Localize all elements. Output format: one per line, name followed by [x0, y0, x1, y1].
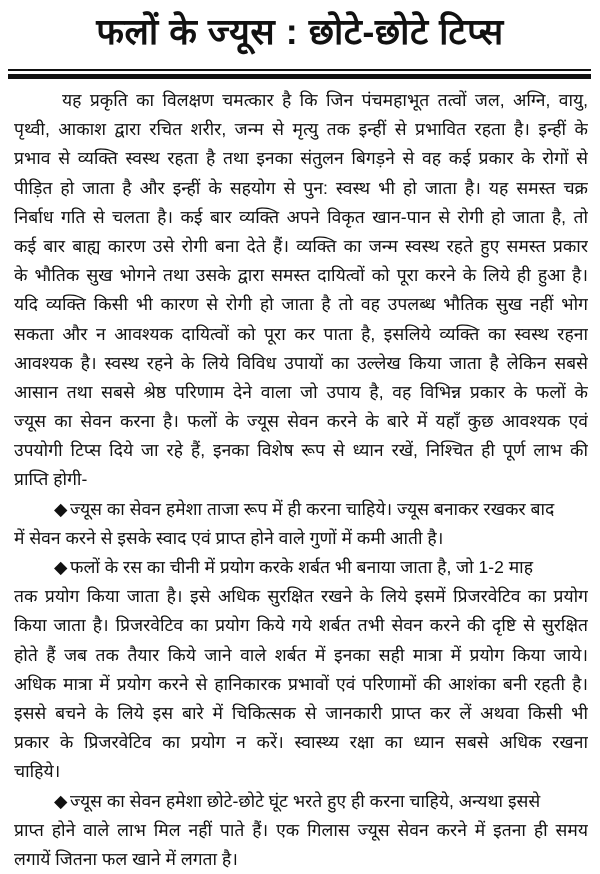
diamond-bullet-icon: ◆	[54, 495, 70, 524]
tip-line: तक प्रयोग किया जाता है। इसे अधिक सुरक्षित रखने के लिये इसमें प्रिजरवेटिव का प्रयोग	[14, 582, 588, 611]
paragraph-line: पीड़ित हो जाता है और इन्हीं के सहयोग से पुन: स्वस्थ भी हो जाता है। यह समस्त चक्र	[14, 174, 588, 203]
tip-item	[14, 787, 588, 874]
paragraph-line: उपयोगी टिप्स दिये जा रहे हैं, इनका विशेष रूप से ध्यान रखें, निश्चित ही पूर्ण लाभ की	[14, 436, 588, 465]
tip-line: इससे बचने के लिये इस बारे में चिकित्सक से जानकारी प्राप्त कर लें अथवा किसी भी	[14, 699, 588, 728]
tip-line	[14, 495, 588, 524]
paragraph-line: यदि व्यक्ति किसी भी कारण से रोगी हो जाता है तो वह उपलब्ध भौतिक सुख नहीं भोग	[14, 290, 588, 319]
tip-line	[14, 787, 588, 816]
tip-line: चाहिये।	[14, 757, 588, 786]
paragraph-line: कई बार बाह्य कारण उसे रोगी बना देते हैं। व्यक्ति का जन्म स्वस्थ रहते हुए समस्त प्रकार	[14, 232, 588, 261]
tip-text: ज्यूस का सेवन हमेशा ताजा रूप में ही करना चाहिये। ज्यूस बनाकर रखकर बाद	[70, 499, 554, 519]
article-body	[14, 86, 588, 874]
paragraph-line: प्राप्ति होगी-	[14, 465, 588, 494]
title-rule-thick	[8, 74, 591, 79]
tip-text: ज्यूस का सेवन हमेशा छोटे-छोटे घूंट भरते हुए ही करना चाहिये, अन्यथा इससे	[70, 791, 540, 811]
tip-line: में सेवन करने से इसके स्वाद एवं प्राप्त होने वाले गुणों में कमी आती है।	[14, 524, 588, 553]
intro-paragraph	[14, 86, 588, 495]
paragraph-line: के भौतिक सुख भोगने तथा उसके द्वारा समस्त दायित्वों को पूरा करने के लिये ही हुआ है।	[14, 261, 588, 290]
diamond-bullet-icon: ◆	[54, 553, 70, 582]
tip-line: किया जाता है। प्रिजरवेटिव का प्रयोग किये गये शर्बत तभी सेवन करने की दृष्टि से सुरक्षित	[14, 611, 588, 640]
paragraph-line: पृथ्वी, आकाश द्वारा रचित शरीर, जन्म से मृत्यु तक इन्हीं से प्रभावित रहता है। इन्हीं के	[14, 115, 588, 144]
tip-item	[14, 553, 588, 787]
paragraph-line: आवश्यक है। स्वस्थ रहने के लिये विविध उपायों का उल्लेख किया जाता है लेकिन सबसे	[14, 349, 588, 378]
tip-line: होते हैं जब तक तैयार किये जाने वाले शर्बत में इनका सही मात्रा में प्रयोग किया जाये।	[14, 641, 588, 670]
tip-line: अधिक मात्रा में प्रयोग करने से हानिकारक प्रभावों एवं परिणामों की आशंका बनी रहती है।	[14, 670, 588, 699]
paragraph-line: प्रभाव से व्यक्ति स्वस्थ रहता है तथा इनका संतुलन बिगड़ने से वह कई प्रकार के रोगों से	[14, 144, 588, 173]
tip-line: लगायें जितना फल खाने में लगता है।	[14, 845, 588, 874]
paragraph-line: ज्यूस का सेवन करना है। फलों के ज्यूस सेवन करने के बारे में यहाँ कुछ आवश्यक एवं	[14, 407, 588, 436]
tip-line: प्रकार के प्रिजरवेटिव का प्रयोग न करें। स्वास्थ्य रक्षा का ध्यान सबसे अधिक रखना	[14, 728, 588, 757]
title-rule-thin	[8, 69, 591, 71]
paragraph-line: सकता और न आवश्यक दायित्वों को पूरा कर पाता है, इसलिये व्यक्ति का स्वस्थ रहना	[14, 320, 588, 349]
paragraph-line: आसान तथा सबसे श्रेष्ठ परिणाम देने वाला जो उपाय है, वह विभिन्न प्रकार के फलों के	[14, 378, 588, 407]
tip-item	[14, 495, 588, 553]
diamond-bullet-icon: ◆	[54, 787, 70, 816]
tip-line: प्राप्त होने वाले लाभ मिल नहीं पाते हैं। एक गिलास ज्यूस सेवन करने में इतना ही समय	[14, 816, 588, 845]
tip-line	[14, 553, 588, 582]
paragraph-line: निर्बाध गति से चलता है। कई बार व्यक्ति अपने विकृत खान-पान से रोगी हो जाता है, तो	[14, 203, 588, 232]
tip-text: फलों के रस का चीनी में प्रयोग करके शर्बत भी बनाया जाता है, जो 1-2 माह	[70, 557, 533, 577]
paragraph-line: यह प्रकृति का विलक्षण चमत्कार है कि जिन पंचमहाभूत तत्वों जल, अग्नि, वायु,	[14, 86, 588, 115]
page-title: फलों के ज्यूस : छोटे-छोटे टिप्स	[0, 6, 600, 55]
